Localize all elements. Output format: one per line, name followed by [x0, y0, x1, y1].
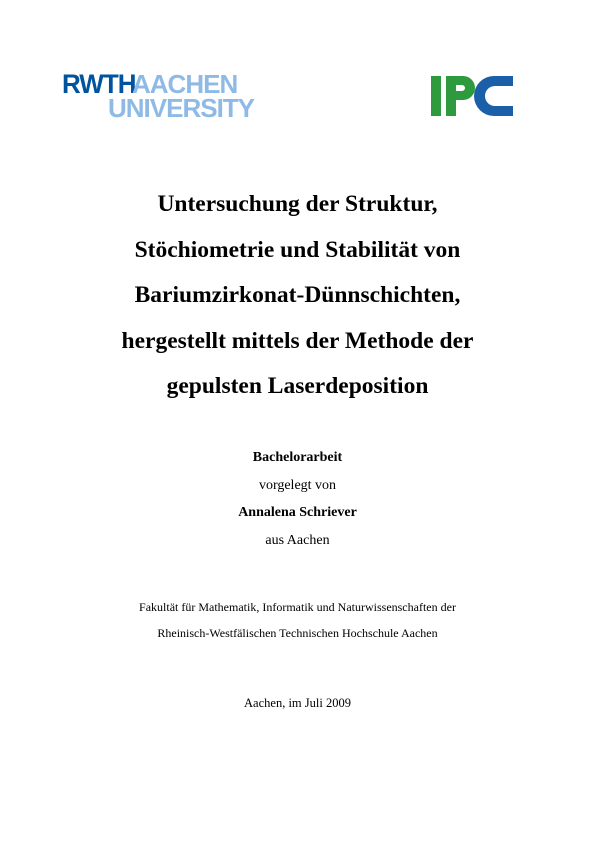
- ipc-logo: [431, 76, 513, 116]
- author-origin: aus Aachen: [265, 533, 330, 548]
- place-date: Aachen, im Juli 2009: [244, 696, 351, 710]
- university-name: Rheinisch-Westfälischen Technischen Hochschule Aachen: [157, 626, 438, 640]
- faculty-text: Fakultät für Mathematik, Informatik und Naturwissenschaften der: [139, 600, 456, 614]
- thesis-title: [40, 182, 555, 410]
- title-line: Untersuchung der Struktur,: [157, 191, 438, 217]
- ipc-letter-i: [431, 76, 441, 116]
- thesis-type: Bachelorarbeit: [252, 450, 343, 465]
- rwth-logo-rwth-text: RWTH: [62, 68, 136, 100]
- title-line: Stöchiometrie und Stabilität von: [134, 236, 461, 263]
- ipc-logo-graphic: [431, 76, 513, 116]
- rwth-logo-university-text: UNIVERSITY: [108, 93, 255, 123]
- presented-by-text: vorgelegt von: [258, 478, 337, 493]
- ipc-letter-p: [446, 76, 475, 116]
- author-name: Annalena Schriever: [238, 505, 357, 520]
- title-line: Bariumzirkonat-Dünnschichten,: [134, 282, 461, 308]
- rwth-aachen-logo: [60, 68, 255, 123]
- title-line: gepulsten Laserdeposition: [166, 373, 429, 399]
- ipc-letter-c: [474, 76, 513, 116]
- title-line: hergestellt mittels der Methode der: [121, 327, 474, 354]
- rwth-logo-aachen-text: AACHEN: [132, 69, 238, 99]
